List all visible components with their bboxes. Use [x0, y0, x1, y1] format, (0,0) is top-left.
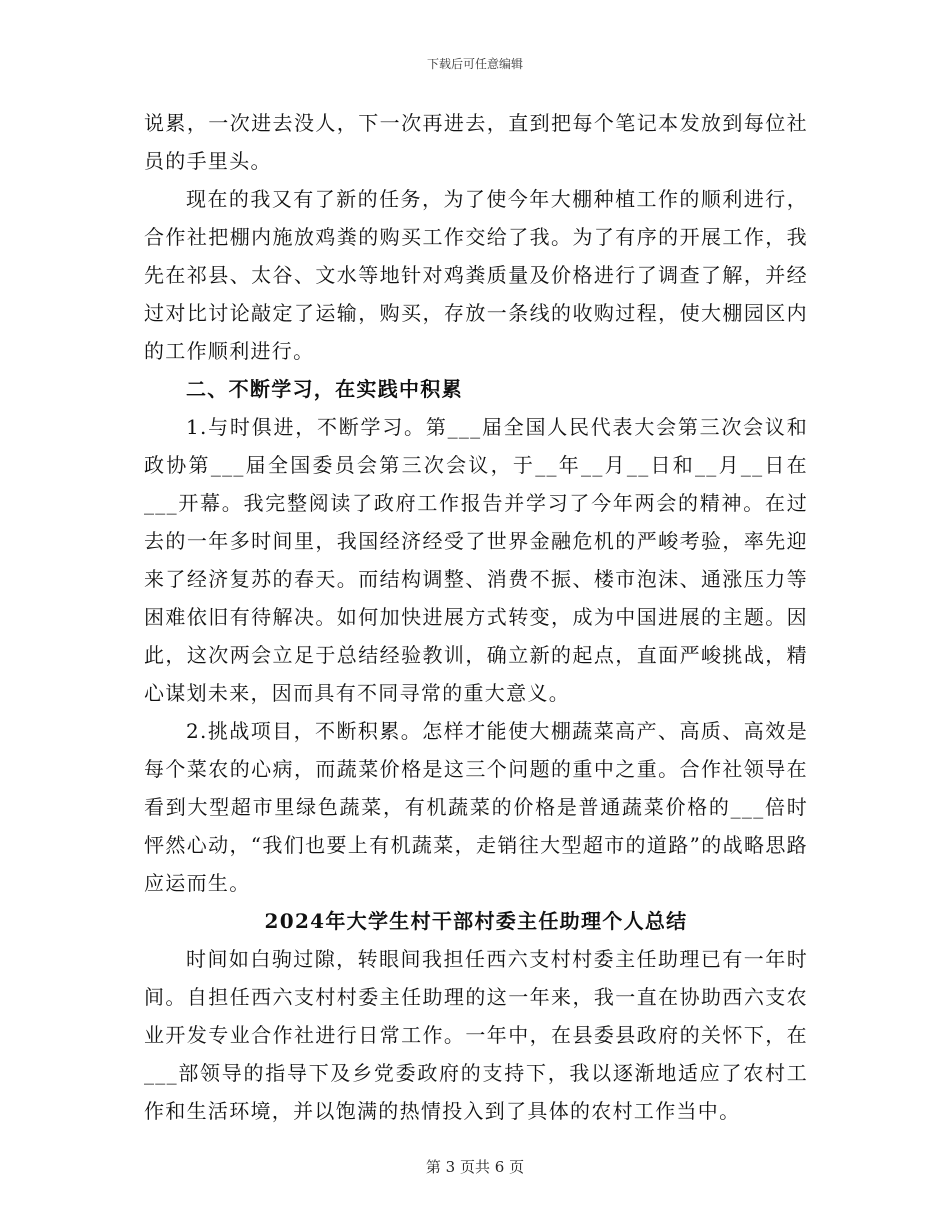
paragraph-project: 2.挑战项目，不断积累。怎样才能使大棚蔬菜高产、高质、高效是每个菜农的心病，而蔬菜价格是这三个问题的重中之重。合作社领导在看到大型超市里绿色蔬菜，有机蔬菜的价格是普通蔬菜价格的___倍时怦然心动，“我们也要上有机蔬菜，走销往大型超市的道路”的战略思路应运而生。 — [144, 719, 808, 895]
paragraph-study: 1.与时俱进，不断学习。第___届全国人民代表大会第三次会议和政协第___届全国委员会第三次会议，于__年__月__日和__月__日在___开幕。我完整阅读了政府工作报告并学习了今年两会的精神。在过去的一年多时间里，我国经济经受了世界金融危机的严峻考验，率先迎来了经济复苏的春天。而结构调整、消费不振、楼市泡沫、通涨压力等困难依旧有待解决。如何加快进展方式转变，成为中国进展的主题。因此，这次两会立足于总结经验教训，确立新的起点，直面严峻挑战，精心谋划未来，因而具有不同寻常的重大意义。 — [144, 415, 808, 705]
page-footer: 第 3 页共 6 页 — [425, 1158, 525, 1176]
paragraph-continuation: 说累，一次进去没人，下一次再进去，直到把每个笔记本发放到每位社员的手里头。 — [144, 111, 808, 173]
section-heading: 二、不断学习，在实践中积累 — [186, 377, 463, 401]
page-header: 下载后可任意编辑 — [426, 57, 523, 71]
document-body — [144, 104, 808, 1130]
paragraph-intro: 时间如白驹过隙，转眼间我担任西六支村村委主任助理已有一年时间。自担任西六支村村委主任助理的这一年来，我一直在协助西六支农业开发专业合作社进行日常工作。一年中，在县委县政府的关怀下，在___部领导的指导下及乡党委政府的支持下，我以逐渐地适应了农村工作和生活环境，并以饱满的热情投入到了具体的农村工作当中。 — [144, 947, 808, 1123]
paragraph-new-task: 现在的我又有了新的任务，为了使今年大棚种植工作的顺利进行，合作社把棚内施放鸡粪的购买工作交给了我。为了有序的开展工作，我先在祁县、太谷、文水等地针对鸡粪质量及价格进行了调查了解，并经过对比讨论敲定了运输，购买，存放一条线的收购过程，使大棚园区内的工作顺利进行。 — [144, 187, 808, 363]
document-title: 2024年大学生村干部村委主任助理个人总结 — [264, 909, 688, 933]
